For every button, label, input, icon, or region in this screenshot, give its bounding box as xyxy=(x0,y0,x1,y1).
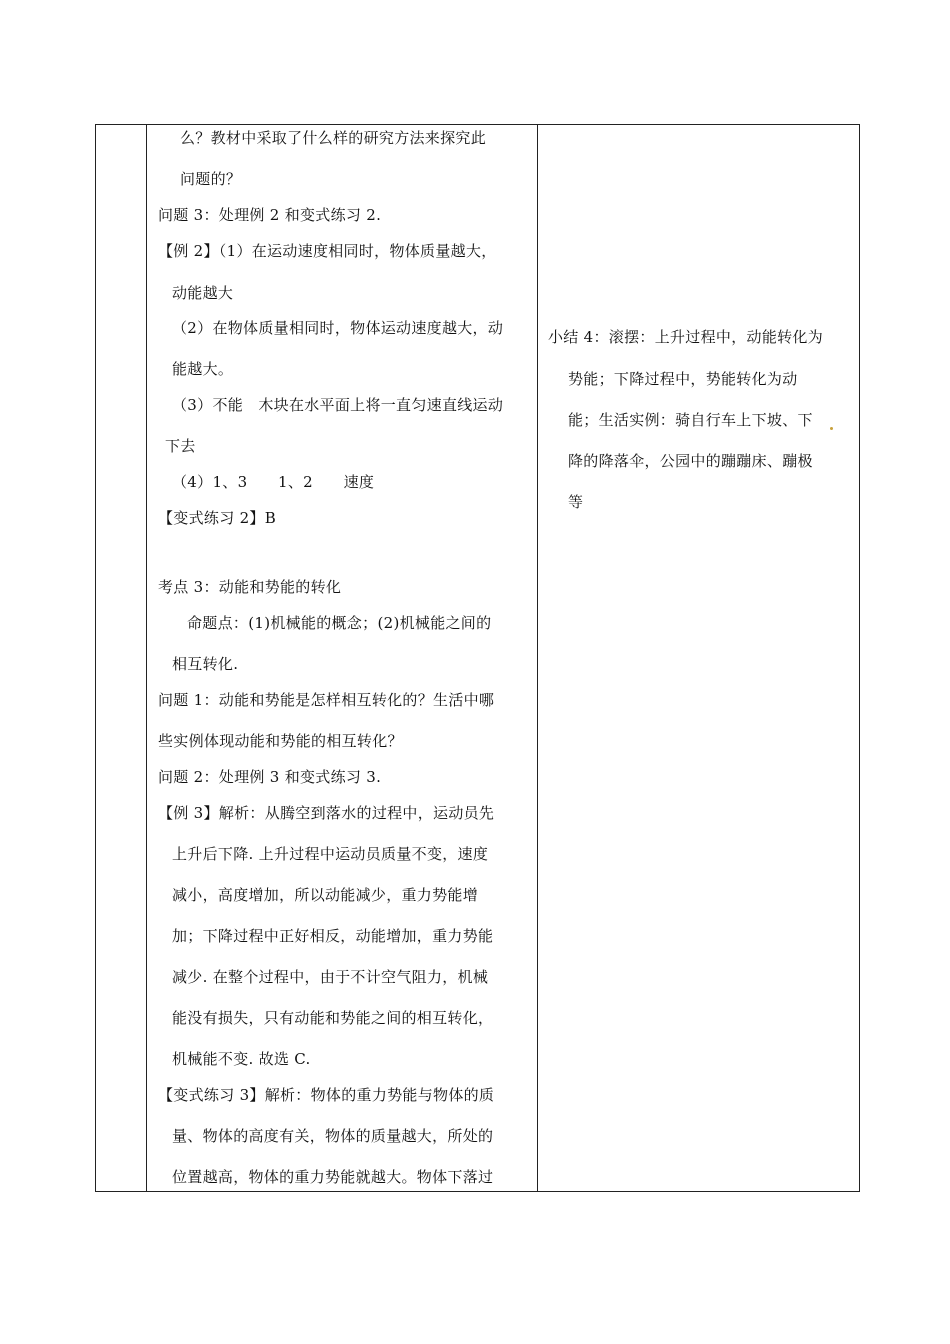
text-line: （3）不能 木块在水平面上将一直匀速直线运动 xyxy=(172,396,504,414)
column-divider-2 xyxy=(537,125,538,1191)
column-divider-1 xyxy=(146,125,147,1191)
text-line: 位置越高，物体的重力势能就越大。物体下落过 xyxy=(172,1168,494,1186)
text-line: 些实例体现动能和势能的相互转化？ xyxy=(158,732,403,750)
text-line: 机械能不变. 故选 C. xyxy=(172,1050,311,1068)
text-line: 命题点：(1)机械能的概念；(2)机械能之间的 xyxy=(187,614,492,632)
text-line: 上升后下降. 上升过程中运动员质量不变，速度 xyxy=(172,845,489,863)
summary-line: 等 xyxy=(568,493,584,511)
text-line: 问题 3：处理例 2 和变式练习 2. xyxy=(158,206,382,224)
text-line: 能越大。 xyxy=(172,360,234,378)
text-line: 能没有损失，只有动能和势能之间的相互转化， xyxy=(172,1009,494,1027)
summary-line: 降的降落伞，公园中的蹦蹦床、蹦极 xyxy=(568,452,813,470)
summary-line: 小结 4：滚摆：上升过程中，动能转化为 xyxy=(548,328,824,346)
text-line: 【变式练习 2】B xyxy=(158,509,277,527)
text-line: 【变式练习 3】解析：物体的重力势能与物体的质 xyxy=(158,1086,495,1104)
ink-mark xyxy=(830,427,833,430)
text-line: 相互转化. xyxy=(172,655,239,673)
text-line: 下去 xyxy=(165,437,196,455)
text-line: 【例 2】（1）在运动速度相同时，物体质量越大， xyxy=(158,242,497,260)
summary-line: 势能；下降过程中，势能转化为动 xyxy=(568,370,798,388)
text-line: （4）1、3 1、2 速度 xyxy=(172,473,375,491)
text-line: 问题的？ xyxy=(180,170,242,188)
text-line: 么？教材中采取了什么样的研究方法来探究此 xyxy=(180,129,487,147)
text-line: 减小，高度增加，所以动能减少，重力势能增 xyxy=(172,886,479,904)
text-line: 加；下降过程中正好相反，动能增加，重力势能 xyxy=(172,927,494,945)
section-heading: 考点 3：动能和势能的转化 xyxy=(158,578,342,596)
text-line: 动能越大 xyxy=(172,284,234,302)
text-line: 【例 3】解析：从腾空到落水的过程中，运动员先 xyxy=(158,804,495,822)
text-line: 量、物体的高度有关，物体的质量越大，所处的 xyxy=(172,1127,494,1145)
text-line: 减少. 在整个过程中，由于不计空气阻力，机械 xyxy=(172,968,489,986)
text-line: 问题 1：动能和势能是怎样相互转化的？生活中哪 xyxy=(158,691,495,709)
text-line: 问题 2：处理例 3 和变式练习 3. xyxy=(158,768,382,786)
summary-line: 能；生活实例：骑自行车上下坡、下 xyxy=(568,411,813,429)
text-line: （2）在物体质量相同时，物体运动速度越大，动 xyxy=(172,319,504,337)
